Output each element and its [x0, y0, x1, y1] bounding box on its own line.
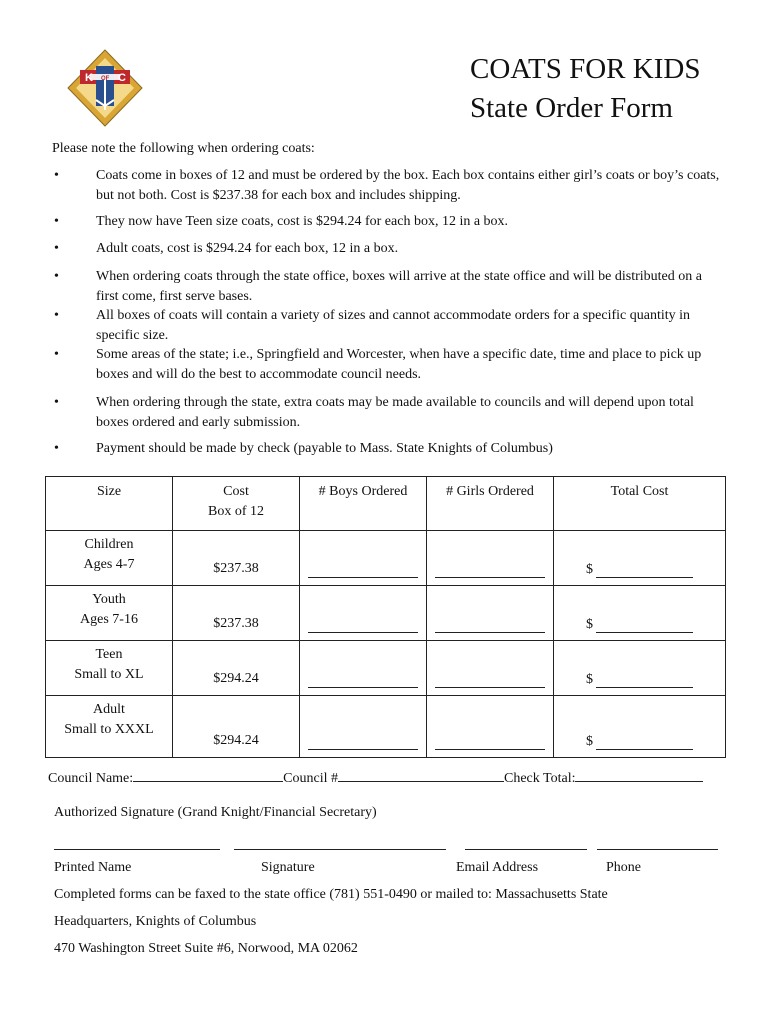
signature-field[interactable]	[234, 848, 446, 850]
email-field[interactable]	[465, 848, 587, 850]
size-cell: Youth Ages 7-16	[46, 586, 173, 641]
header-boys-ordered: # Boys Ordered	[300, 477, 427, 531]
cost-cell: $294.24	[173, 696, 300, 758]
boys-ordered-field[interactable]	[300, 531, 427, 586]
girls-ordered-field[interactable]	[427, 586, 554, 641]
bullet-marker: •	[54, 269, 59, 284]
council-number-field[interactable]	[338, 767, 504, 782]
table-row	[46, 586, 726, 641]
bullet-item: When ordering coats through the state office, boxes will arrive at the state office and will be distributed on a first come, first serve bases.	[96, 269, 702, 304]
size-cell: Children Ages 4-7	[46, 531, 173, 586]
authorized-signature-label: Authorized Signature (Grand Knight/Financial Secretary)	[54, 805, 377, 820]
council-name-label: Council Name:	[48, 771, 134, 786]
page-title: COATS FOR KIDS	[470, 53, 701, 85]
bullet-marker: •	[54, 395, 59, 410]
table-row	[46, 641, 726, 696]
size-cell: Adult Small to XXXL	[46, 696, 173, 758]
phone-field[interactable]	[597, 848, 718, 850]
footer-headquarters: Headquarters, Knights of Columbus	[54, 914, 257, 929]
footer-instructions: Completed forms can be faxed to the state office (781) 551-0490 or mailed to: Massachusetts State	[54, 887, 608, 902]
boys-ordered-field[interactable]	[300, 696, 427, 758]
logo-letter-k: K	[85, 72, 93, 84]
bullet-marker: •	[54, 241, 59, 256]
header-cost: Cost Box of 12	[173, 477, 300, 531]
knights-of-columbus-logo	[66, 48, 144, 128]
bullet-item: Coats come in boxes of 12 and must be ordered by the box. Each box contains either girl’s coats or boy’s coats, but not both. Cost is $237.38 for each box and includes shipping.	[96, 168, 720, 203]
bullet-marker: •	[54, 441, 59, 456]
check-total-field[interactable]	[575, 767, 703, 782]
bullet-item: All boxes of coats will contain a variety of sizes and cannot accommodate orders for a specific quantity in specific size.	[96, 308, 691, 343]
bullet-item: When ordering through the state, extra coats may be made available to councils and will depend upon total boxes ordered and early submission.	[96, 395, 694, 430]
total-cost-field[interactable]: $	[554, 531, 726, 586]
header-size: Size	[46, 477, 173, 531]
bullet-marker: •	[54, 308, 59, 323]
table-row	[46, 531, 726, 586]
bullet-item: They now have Teen size coats, cost is $294.24 for each box, 12 in a box.	[96, 214, 509, 229]
table-row	[46, 696, 726, 758]
cost-cell: $237.38	[173, 586, 300, 641]
phone-label: Phone	[606, 860, 641, 875]
boys-ordered-field[interactable]	[300, 586, 427, 641]
intro-text: Please note the following when ordering coats:	[52, 141, 315, 156]
bullet-item: Some areas of the state; i.e., Springfield and Worcester, when have a specific date, time and place to pick up boxes and will do the best to accommodate council needs.	[96, 347, 702, 382]
council-name-field[interactable]	[133, 767, 283, 782]
header-total-cost: Total Cost	[554, 477, 726, 531]
cost-cell: $294.24	[173, 641, 300, 696]
bullet-marker: •	[54, 214, 59, 229]
email-label: Email Address	[456, 860, 539, 875]
printed-name-label: Printed Name	[54, 860, 132, 875]
total-cost-field[interactable]: $	[554, 586, 726, 641]
girls-ordered-field[interactable]	[427, 641, 554, 696]
bullet-item: Payment should be made by check (payable to Mass. State Knights of Columbus)	[96, 441, 553, 456]
girls-ordered-field[interactable]	[427, 531, 554, 586]
boys-ordered-field[interactable]	[300, 641, 427, 696]
order-table	[45, 476, 726, 758]
printed-name-field[interactable]	[54, 848, 220, 850]
council-number-label: Council #	[283, 771, 338, 786]
total-cost-field[interactable]: $	[554, 696, 726, 758]
size-cell: Teen Small to XL	[46, 641, 173, 696]
signature-label: Signature	[261, 860, 315, 875]
page-subtitle: State Order Form	[470, 92, 673, 124]
cost-cell: $237.38	[173, 531, 300, 586]
logo-letter-c: C	[118, 72, 126, 84]
girls-ordered-field[interactable]	[427, 696, 554, 758]
table-header-row	[46, 477, 726, 531]
footer-address: 470 Washington Street Suite #6, Norwood, MA 02062	[54, 941, 358, 956]
logo-letter-of: OF	[101, 76, 110, 82]
bullet-marker: •	[54, 347, 59, 362]
check-total-label: Check Total:	[504, 771, 576, 786]
header-girls-ordered: # Girls Ordered	[427, 477, 554, 531]
council-info-row	[48, 767, 703, 787]
total-cost-field[interactable]: $	[554, 641, 726, 696]
bullet-item: Adult coats, cost is $294.24 for each box, 12 in a box.	[96, 241, 399, 256]
bullet-marker: •	[54, 168, 59, 183]
